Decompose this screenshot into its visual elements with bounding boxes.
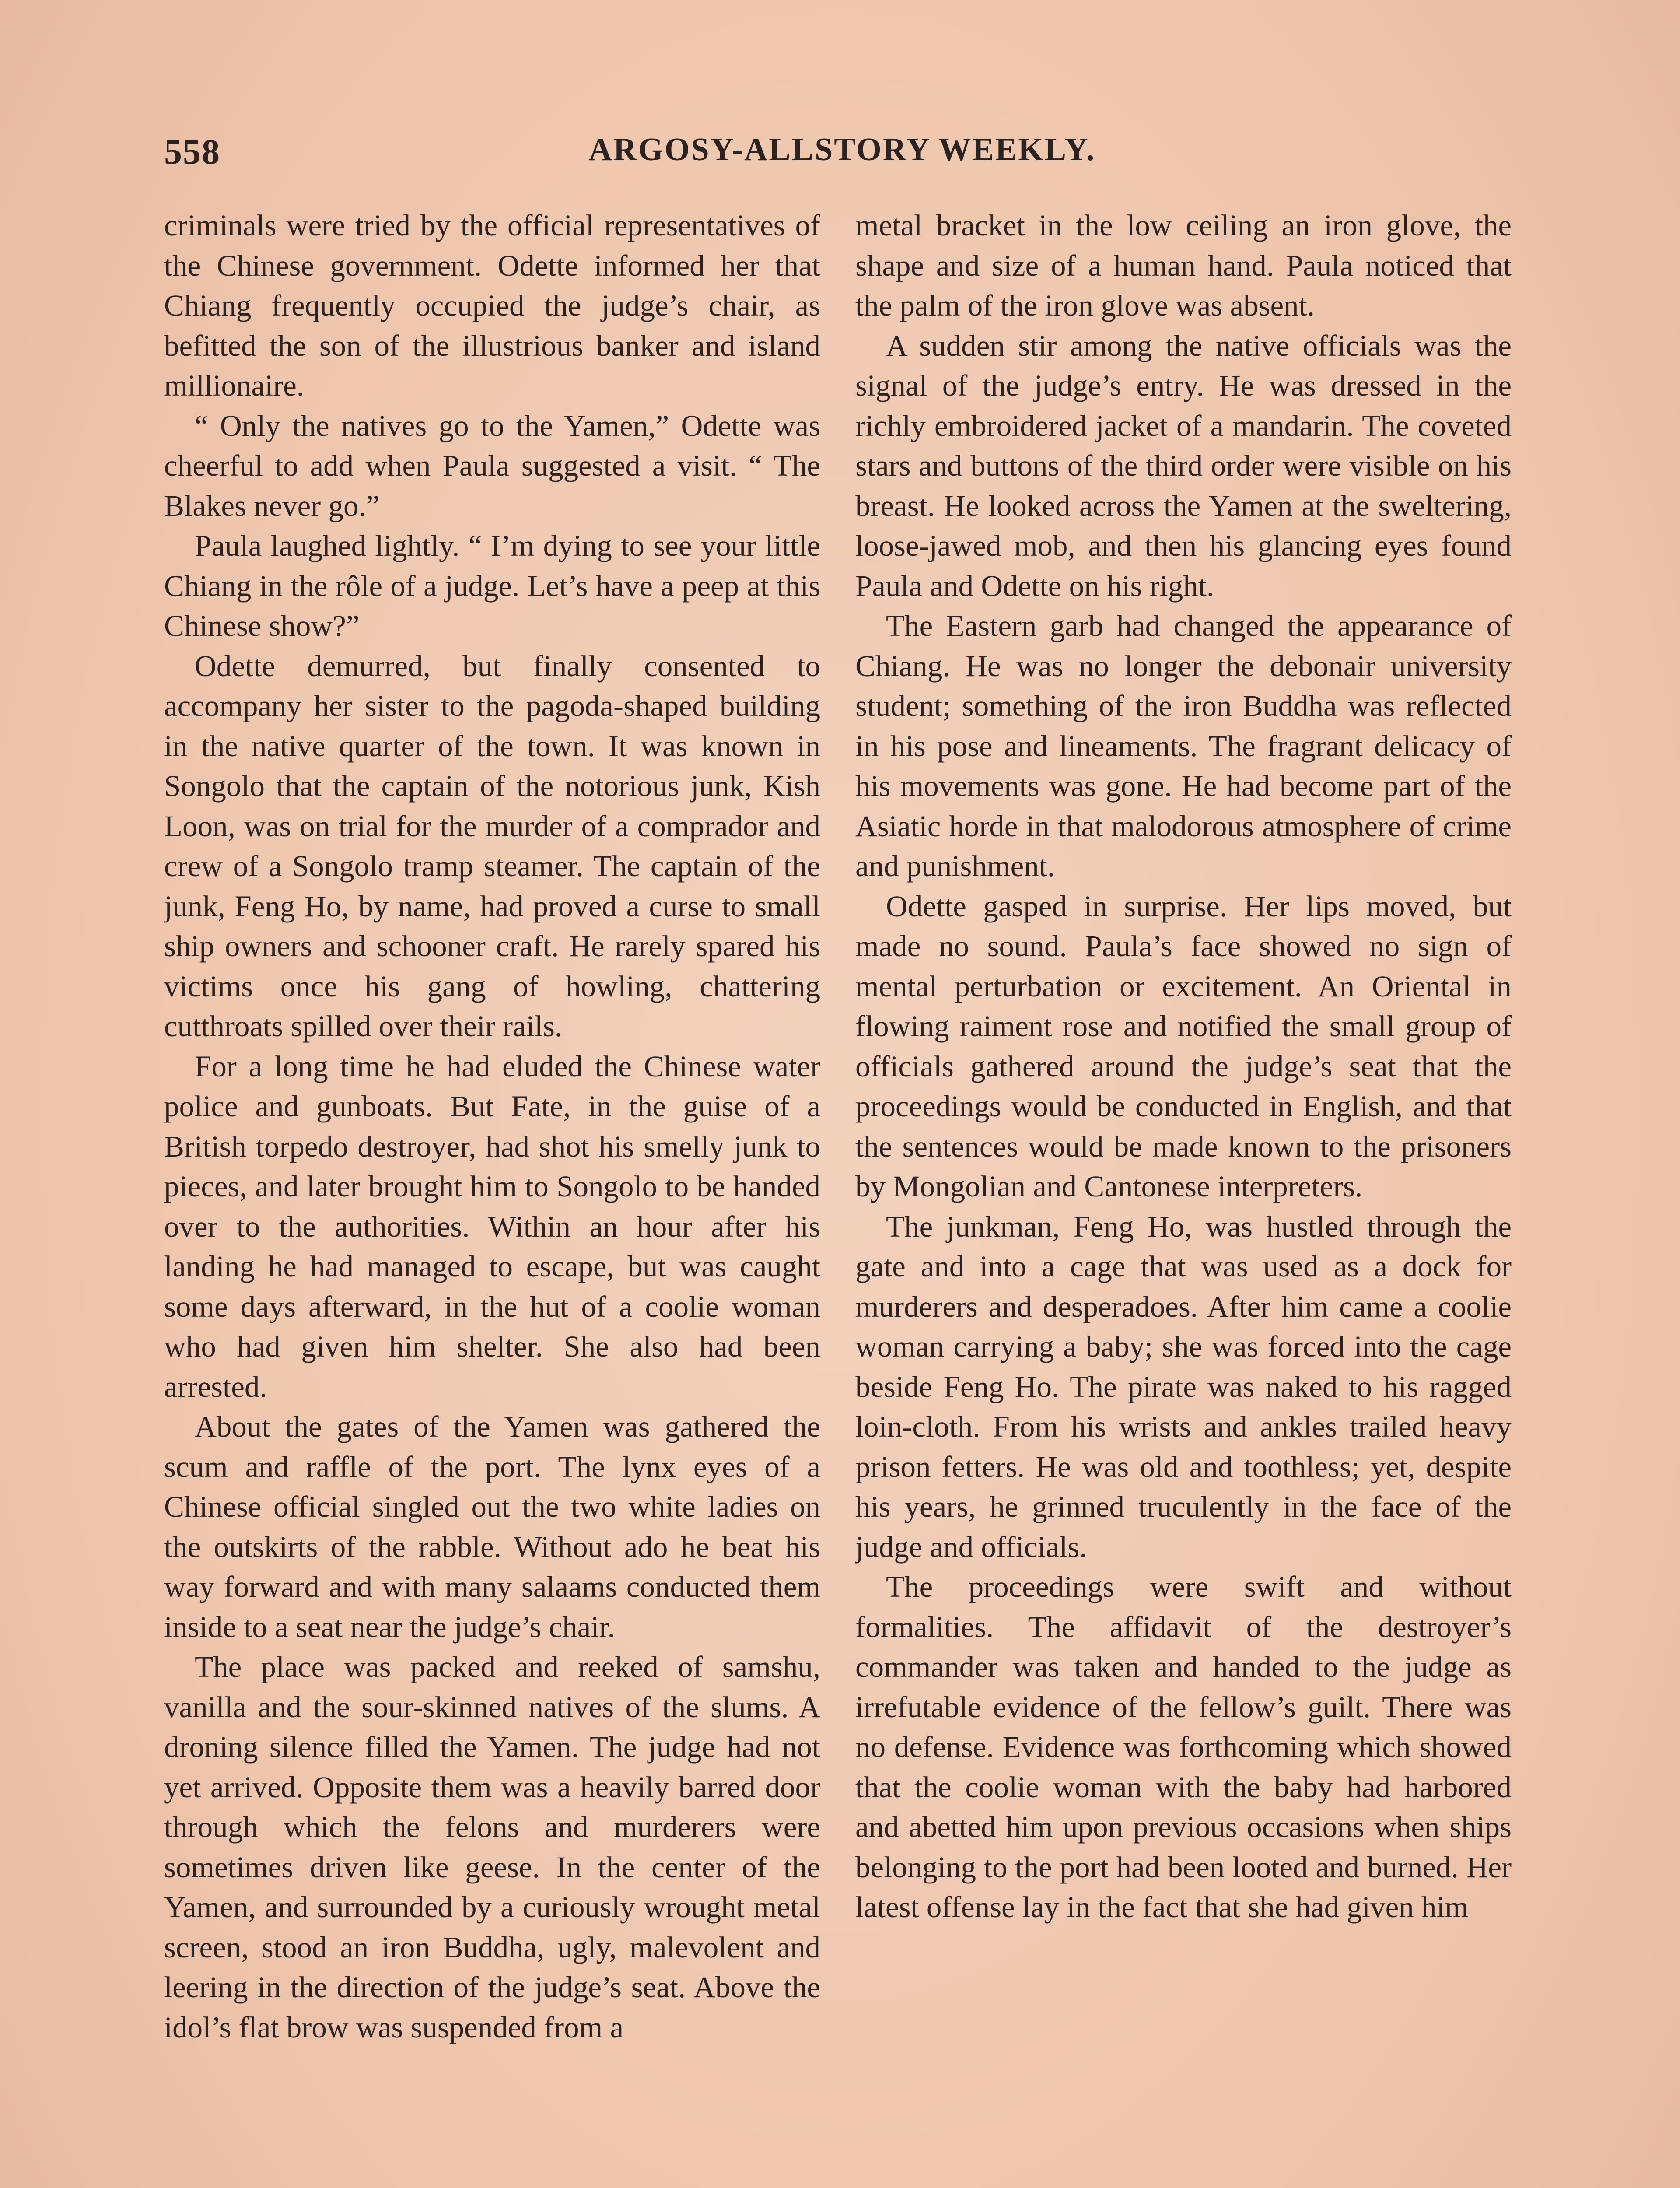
paragraph: About the gates of the Yamen was gathered the scum and raffle of the port. The lynx eyes of a Chinese official singled out the two white ladies on the outskirts of the rabble. Without ado he beat his way forward and with many salaams conducted them inside to a seat near the judge’s chair. [164,1410,820,1644]
paragraph: Paula laughed lightly. “ I’m dying to see your little Chiang in the rôle of a judge. Let’s have a peep at this Chinese show?” [164,529,820,642]
paragraph: For a long time he had eluded the Chinese water police and gunboats. But Fate, in the guise of a British torpedo destroyer, had shot his smelly junk to pieces, and later brought him to Songolo to be handed over to the authorities. Within an hour after his landing he had managed to escape, but was caught some days afterward, in the hut of a coolie woman who had given him shelter. She also had been arrested. [164,1049,820,1403]
page-number: 558 [164,132,220,172]
left-column [164,206,820,2188]
page-header [164,131,1520,179]
paragraph: criminals were tried by the official representatives of the Chinese government. Odette informed her that Chiang frequently occupied the judge’s chair, as befitted the son of the illustrious banker and island millionaire. [164,209,820,402]
paragraph: Odette gasped in surprise. Her lips moved, but made no sound. Paula’s face showed no sign of mental perturbation or excitement. An Oriental in flowing raiment rose and notified the small group of officials gathered around the judge’s seat that the proceedings would be conducted in English, and that the sentences would be made known to the prisoners by Mongolian and Cantonese interpreters. [855,889,1512,1203]
paragraph: The proceedings were swift and without formalities. The affidavit of the destroyer’s commander was taken and handed to the judge as irrefutable evidence of the fellow’s guilt. There was no defense. Evidence was forthcoming which showed that the coolie woman with the baby had harbored and abetted him upon previous occasions when ships belonging to the port had been looted and burned. Her latest offense lay in the fact that she had given him [855,1570,1512,1924]
paragraph: A sudden stir among the native officials was the signal of the judge’s entry. He was dressed in the richly embroidered jacket of a mandarin. The coveted stars and buttons of the third order were visible on his breast. He looked across the Yamen at the sweltering, loose-jawed mob, and then his glancing eyes found Paula and Odette on his right. [855,329,1512,603]
paragraph: “ Only the natives go to the Yamen,” Odette was cheerful to add when Paula suggested a visit. “ The Blakes never go.” [164,409,820,522]
paragraph: Odette demurred, but finally consented to accompany her sister to the pagoda-shaped building in the native quarter of the town. It was known in Songolo that the captain of the notorious junk, Kish Loon, was on trial for the murder of a comprador and crew of a Songolo tramp steamer. The captain of the junk, Feng Ho, by name, had proved a curse to small ship owners and schooner craft. He rarely spared his victims once his gang of howling, chattering cutthroats spilled over their rails. [164,649,820,1043]
paragraph: The Eastern garb had changed the appearance of Chiang. He was no longer the debonair university student; something of the iron Buddha was reflected in his pose and lineaments. The fragrant delicacy of his movements was gone. He had become part of the Asiatic horde in that malodorous atmosphere of crime and punishment. [855,609,1512,883]
paragraph: The junkman, Feng Ho, was hustled through the gate and into a cage that was used as a dock for murderers and desperadoes. After him came a coolie woman carrying a baby; she was forced into the cage beside Feng Ho. The pirate was naked to his ragged loin-cloth. From his wrists and ankles trailed heavy prison fetters. He was old and toothless; yet, despite his years, he grinned truculently in the face of the judge and officials. [855,1210,1512,1564]
paragraph: The place was packed and reeked of samshu, vanilla and the sour-skinned natives of the slums. A droning silence filled the Yamen. The judge had not yet arrived. Opposite them was a heavily barred door through which the felons and murderers were sometimes driven like geese. In the center of the Yamen, and surrounded by a curiously wrought metal screen, stood an iron Buddha, ugly, malevolent and leering in the direction of the judge’s seat. Above the idol’s flat brow was suspended from a [164,1650,820,2044]
right-column [855,206,1512,2188]
running-head: ARGOSY-ALLSTORY WEEKLY. [588,132,1096,168]
paragraph: metal bracket in the low ceiling an iron glove, the shape and size of a human hand. Paula noticed that the palm of the iron glove was absent. [855,209,1512,322]
